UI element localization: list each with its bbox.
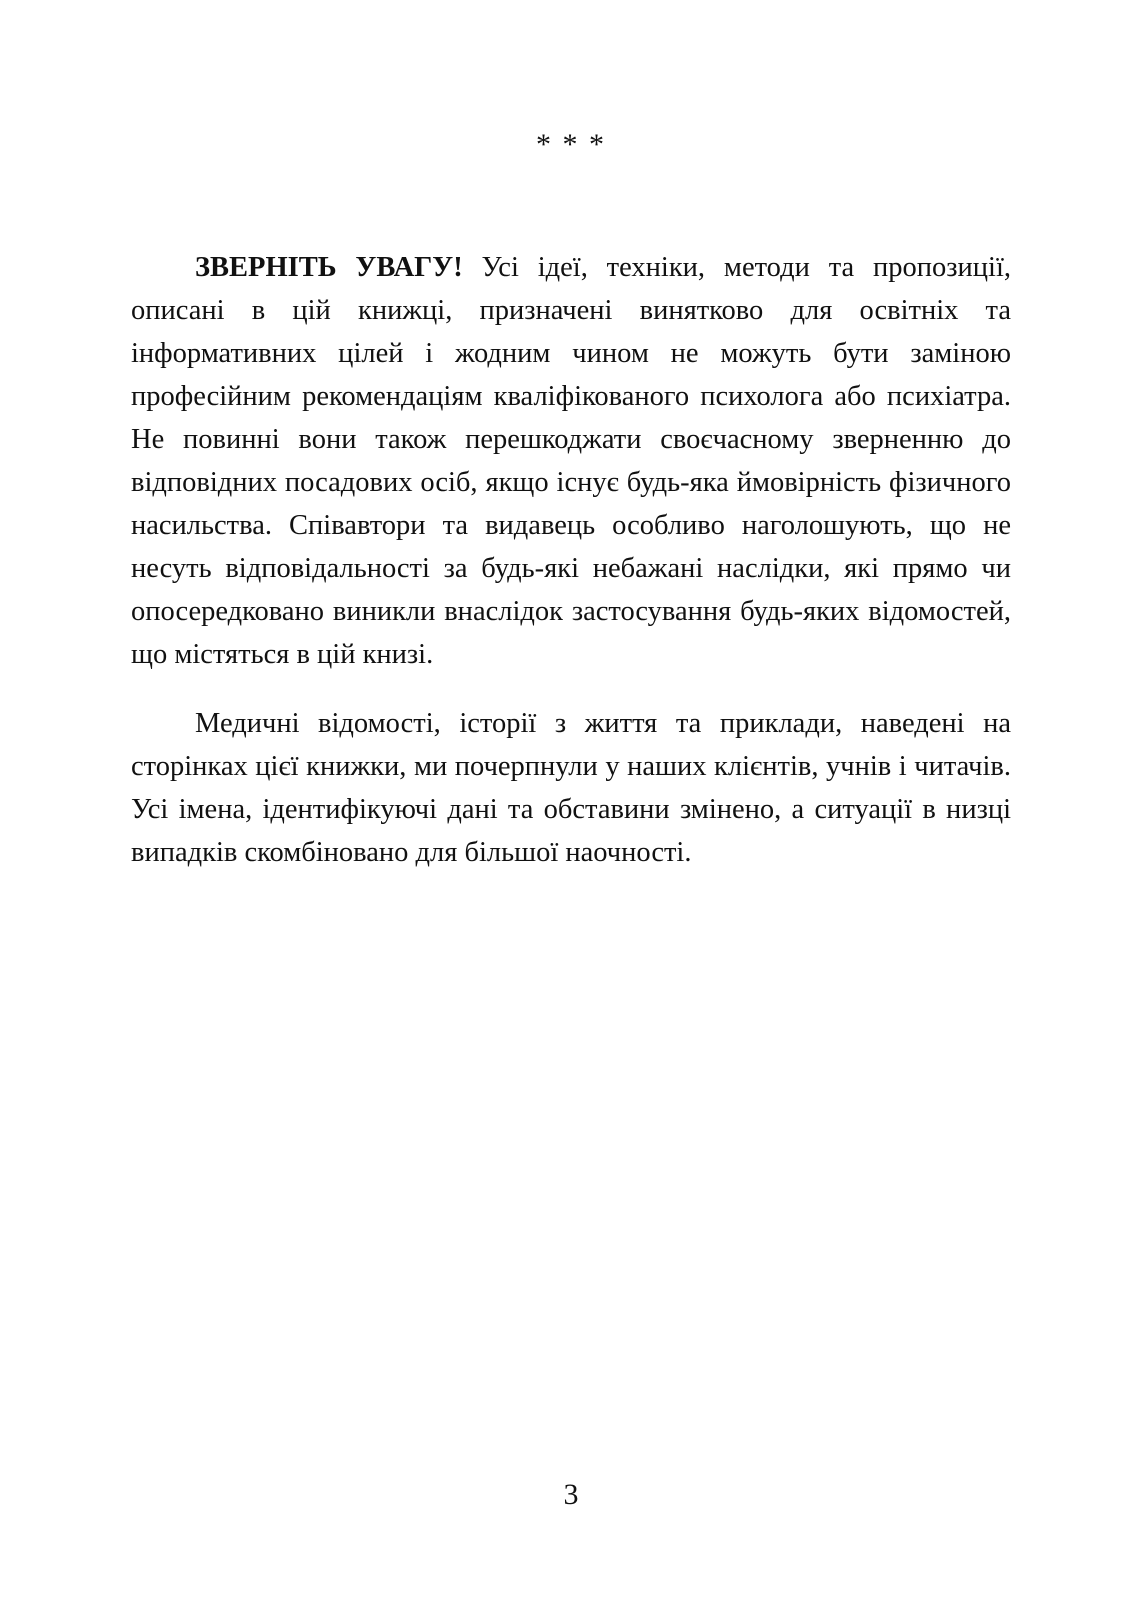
paragraph-sources <box>131 702 1011 874</box>
paragraph-disclaimer <box>131 246 1011 676</box>
section-divider: * * * <box>536 128 606 161</box>
paragraph-disclaimer-text: Усі ідеї, техніки, методи та пропозиції, описані в цій книжці, призначені винятково для освітніх та інформативних цілей і жодним чином не можуть бути заміною професійним рекомендаціям кваліфікованого психолога або психіатра. Не повинні вони також перешкоджати своєчасному зверненню до відповідних посадових осіб, якщо існує будь-яка ймовірність фізичного насильства. Співавтори та видавець особливо наголошують, що не несуть відповідальності за будь-які небажані наслідки, які прямо чи опосередковано виникли внаслідок застосування будь-яких відомостей, що містяться в цій книзі. <box>131 252 1011 670</box>
page-content <box>131 0 1011 874</box>
paragraph-lead-attention: ЗВЕРНІТЬ УВАГУ! <box>195 252 463 283</box>
paragraph-sources-text: Медичні відомості, історії з життя та приклади, наведені на сторінках цієї книжки, ми почерпнули у наших клієнтів, учнів і читачів. Усі імена, ідентифікуючі дані та обставини змінено, а ситуації в низці випадків скомбіновано для більшої наочності. <box>131 708 1011 868</box>
body-text-block <box>131 246 1011 874</box>
page-number: 3 <box>563 1478 579 1511</box>
